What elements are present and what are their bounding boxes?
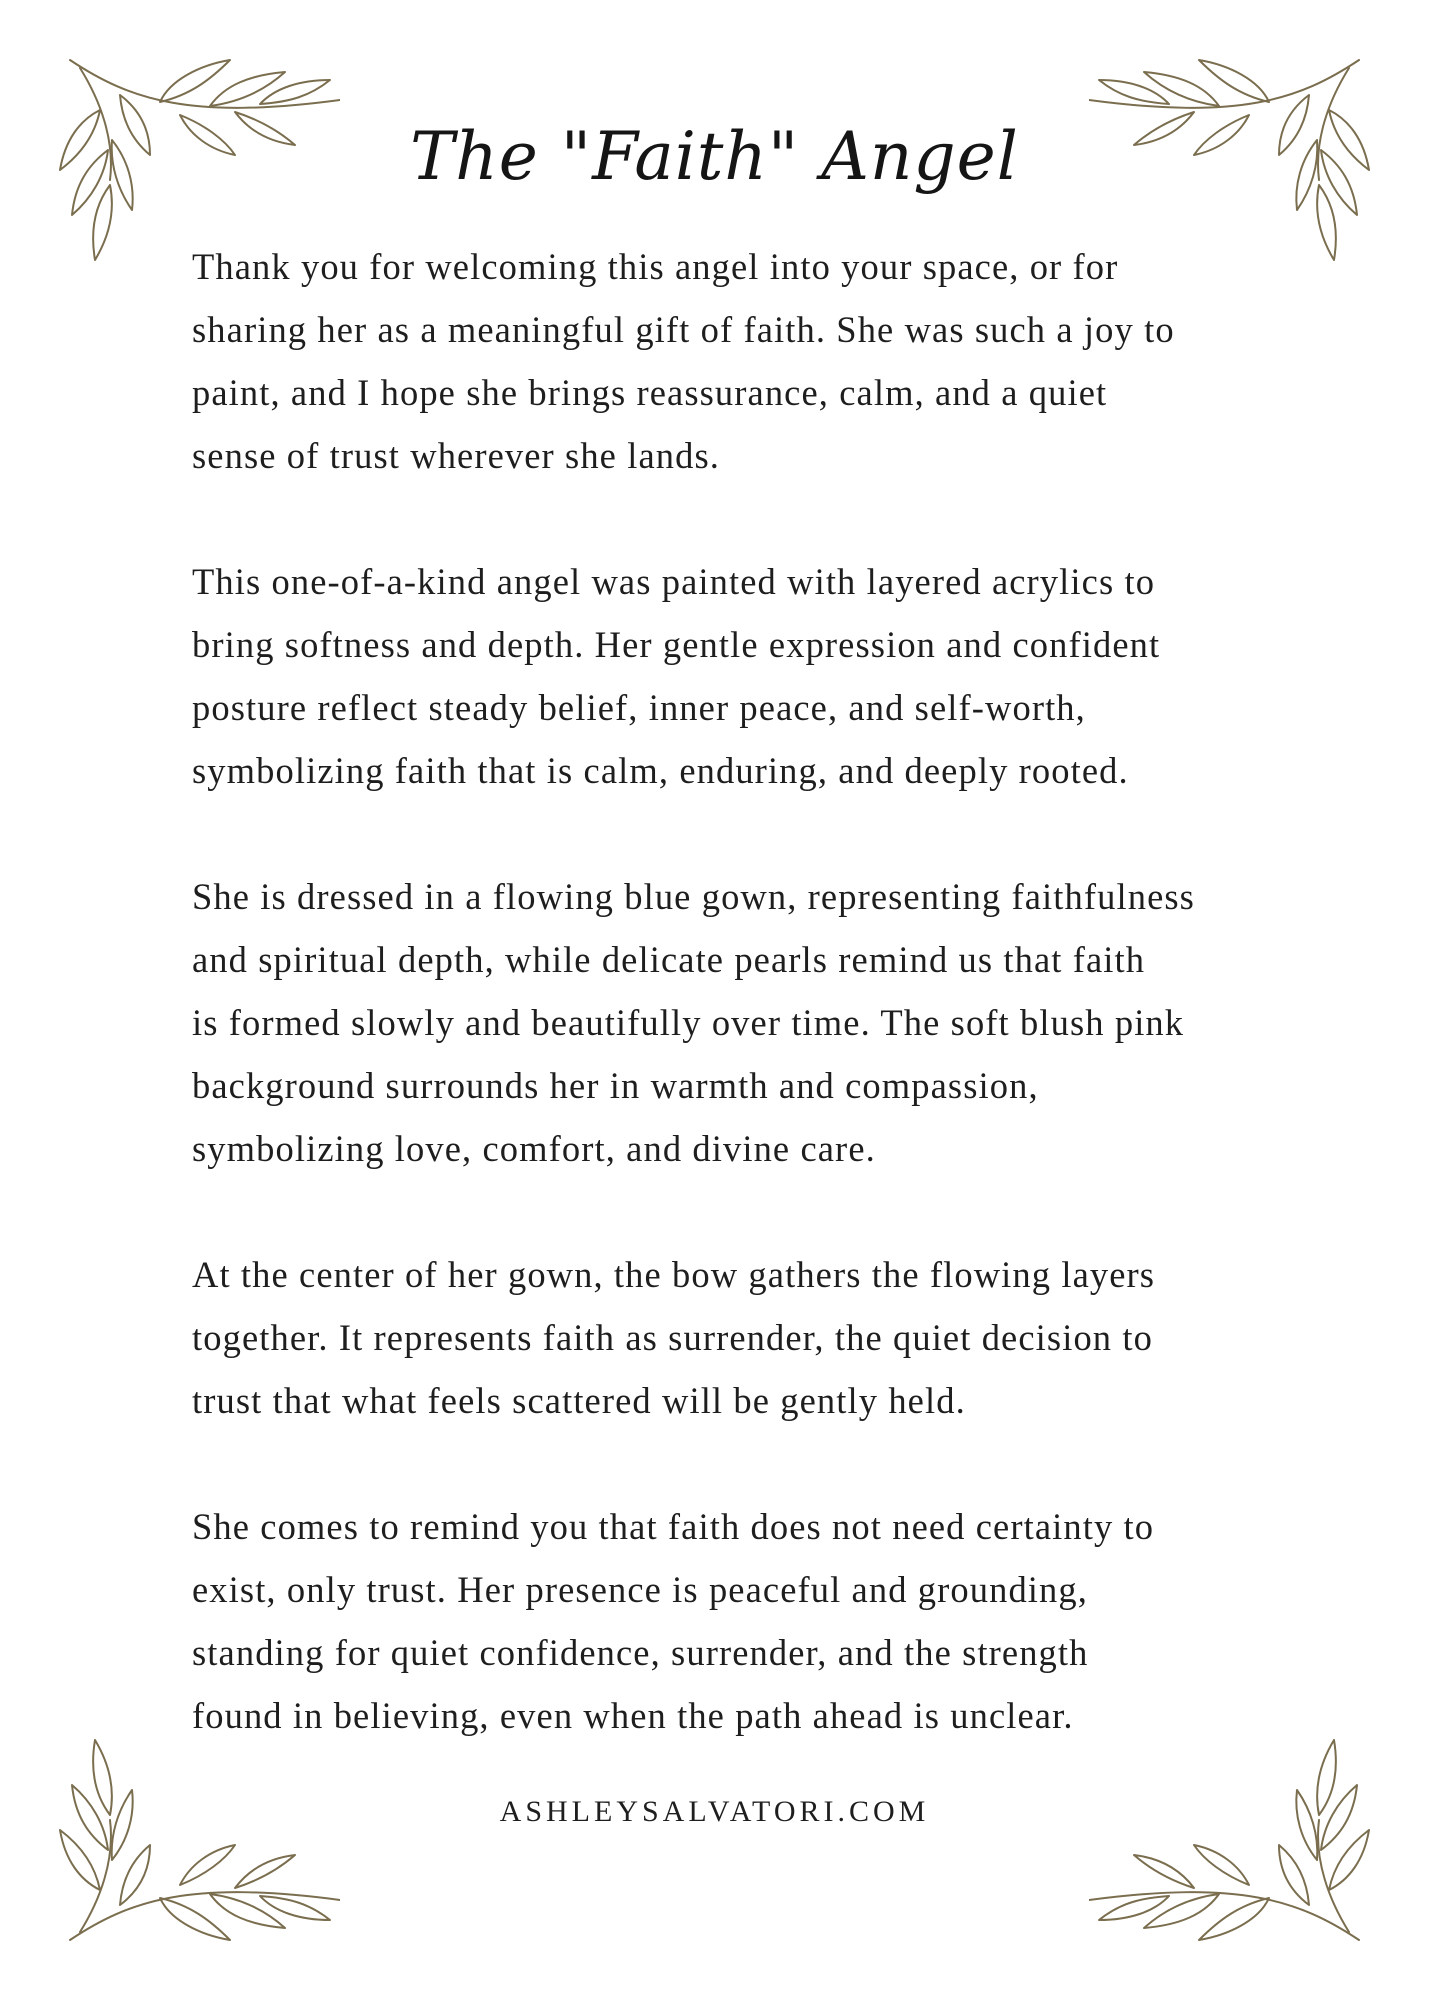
- paragraph-message: She comes to remind you that faith does not need certainty to exist, only trust. Her presence is peaceful and grounding, standing for quiet confidence, surrender, and the strength found in believing, even when the path ahead is unclear.: [192, 1506, 1155, 1736]
- paragraph-painting: This one-of-a-kind angel was painted with layered acrylics to bring softness and depth. Her gentle expression and confident posture reflect steady belief, inner peace, and self-worth, symbolizing faith that is calm, enduring, and deeply rooted.: [192, 561, 1161, 791]
- body-text: [192, 235, 1342, 1810]
- paragraph-gown: She is dressed in a flowing blue gown, representing faithfulness and spiritual depth, while delicate pearls remind us that faith is formed slowly and beautifully over time. The soft blush pink background surrounds her in warmth and compassion, symbolizing love, comfort, and divine care.: [192, 876, 1195, 1169]
- paragraph-welcome: Thank you for welcoming this angel into your space, or for sharing her as a meaningful gift of faith. She was such a joy to paint, and I hope she brings reassurance, calm, and a quiet sense of trust wherever she lands.: [192, 246, 1175, 476]
- paragraph-bow: At the center of her gown, the bow gathers the flowing layers together. It represents faith as surrender, the quiet decision to trust that what feels scattered will be gently held.: [192, 1254, 1156, 1421]
- website-footer: ASHLEYSALVATORI.COM: [499, 1795, 930, 1828]
- page-title: The "Faith" Angel: [410, 118, 1019, 195]
